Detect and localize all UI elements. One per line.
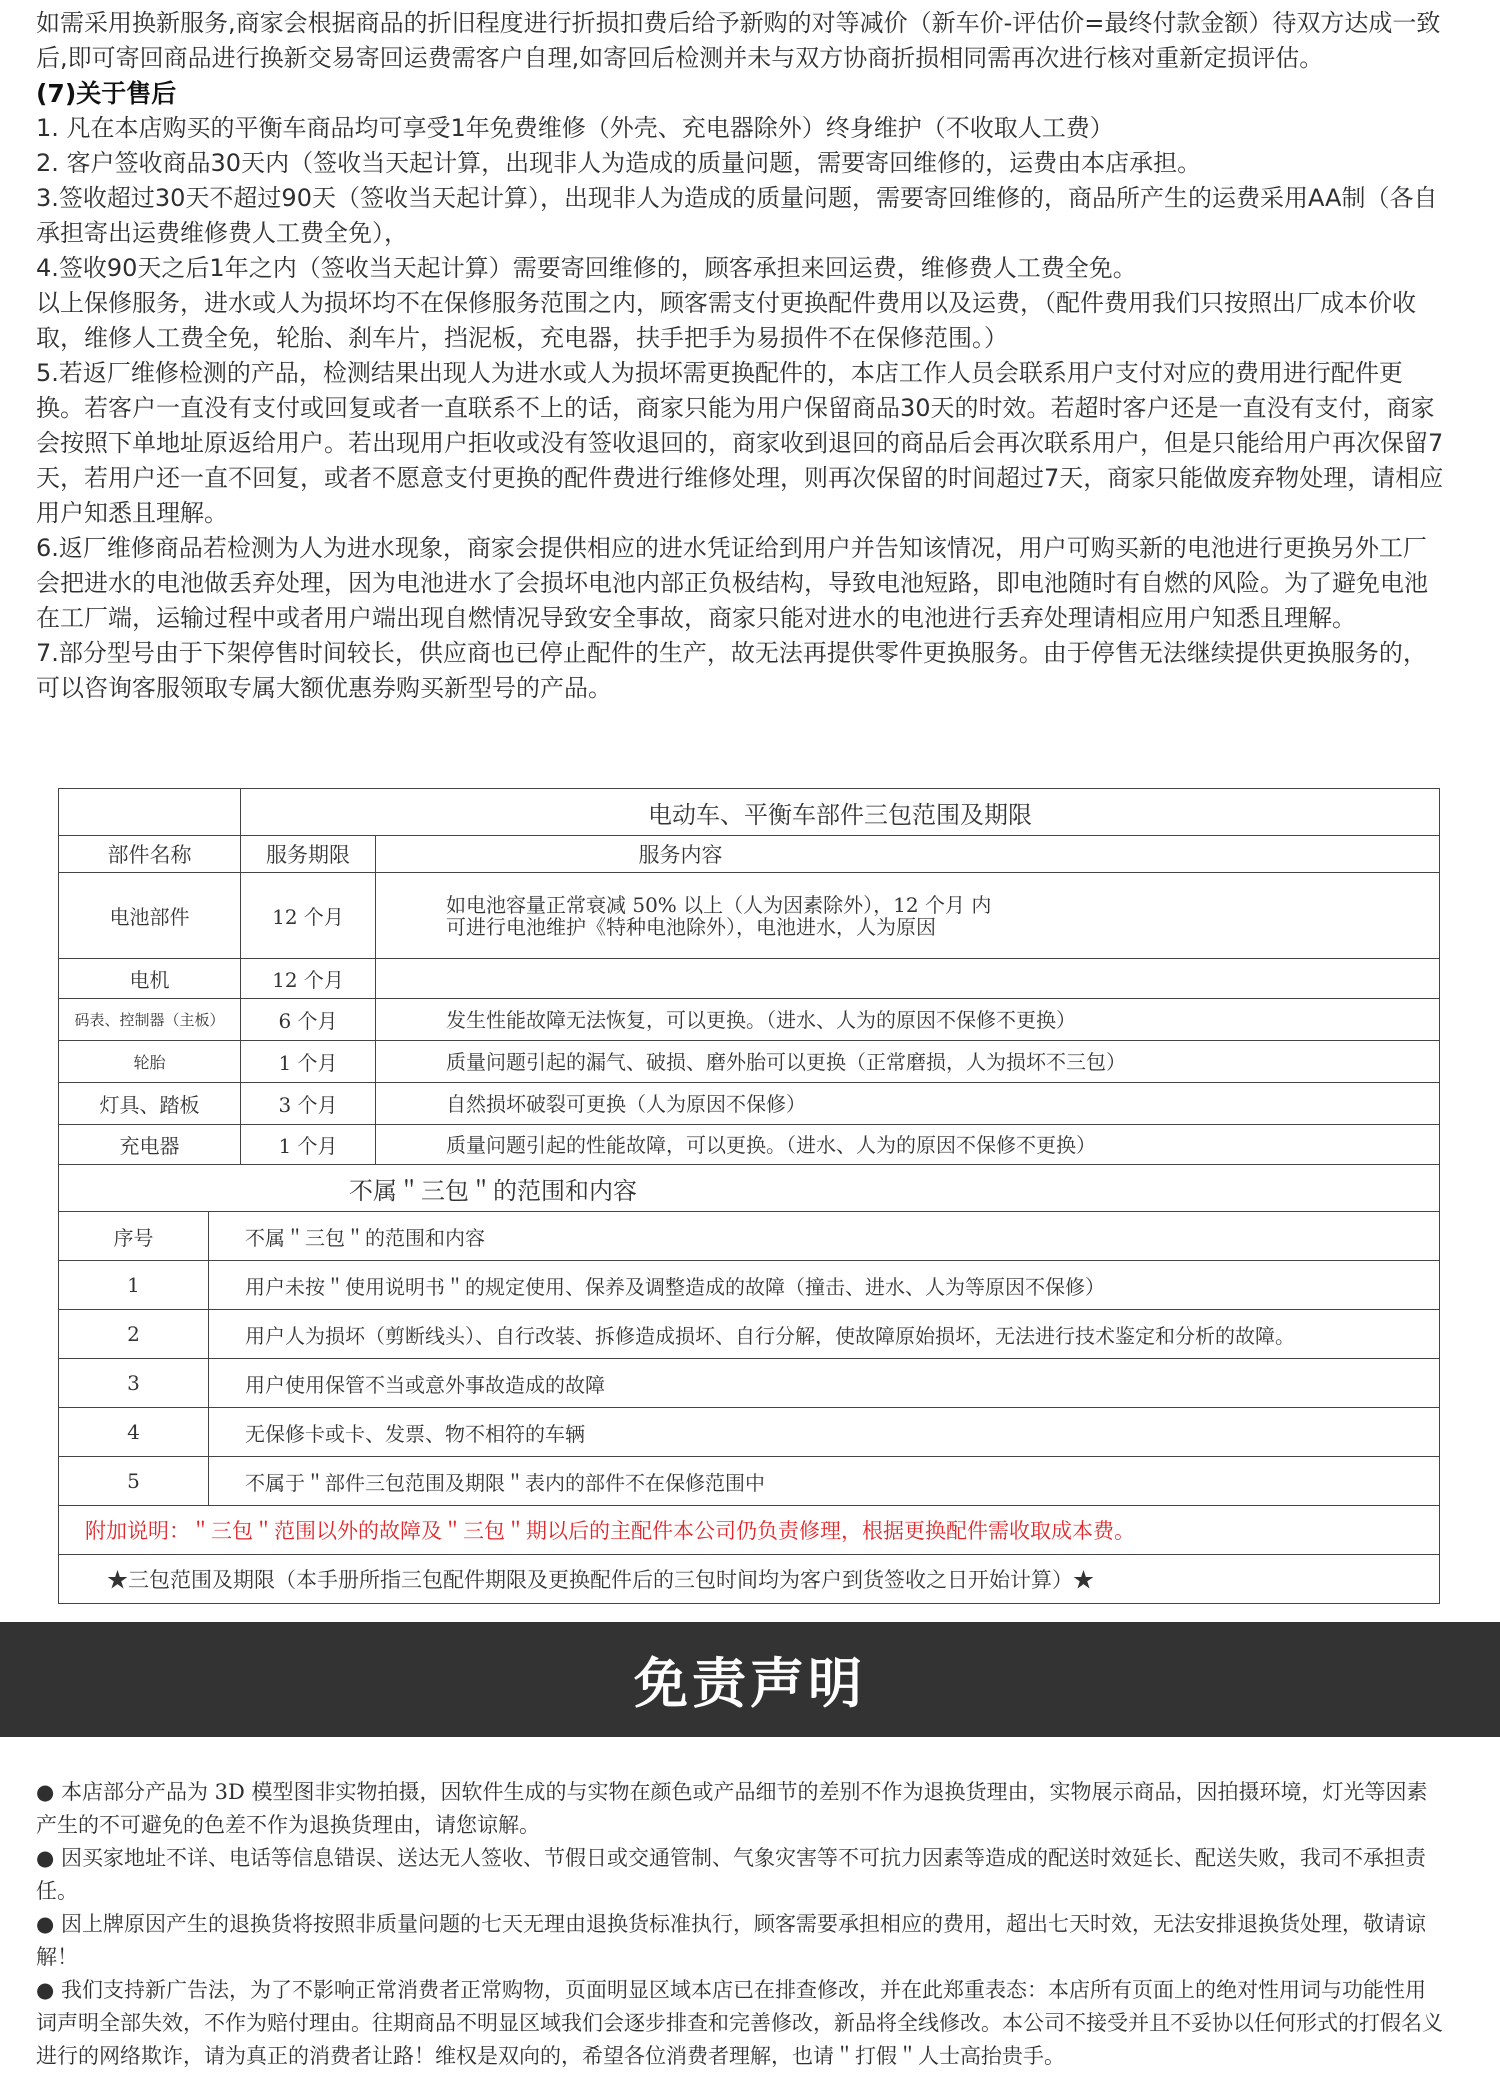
after-sales-item: 以上保修服务，进水或人为损坏均不在保修服务范围之内，顾客需支付更换配件费用以及运费，（配件费用我们只按照出厂成本价收取，维修人工费全免，轮胎、刹车片，挡泥板，充电器，扶手把手为易损件不在保修范围。） xyxy=(36,289,1416,352)
part-name: 灯具、踏板 xyxy=(59,1083,241,1125)
after-sales-heading: (7)关于售后 xyxy=(36,79,177,108)
service-content-text: 如电池容量正常衰减 50% 以上（人为因素除外），12 个月 内可进行电池维护《特种电池除外），电池进水，人为原因 xyxy=(446,892,992,939)
footer-row xyxy=(59,1555,1440,1604)
table-row xyxy=(59,1083,1440,1125)
part-name: 充电器 xyxy=(59,1125,241,1165)
disclaimer-item: ● 本店部分产品为 3D 模型图非实物拍摄，因软件生成的与实物在颜色或产品细节的差别不作为退换货理由，实物展示商品，因拍摄环境，灯光等因素产生的不可避免的色差不作为退换货理由，请您谅解。 xyxy=(36,1780,1428,1837)
service-period: 12 个月 xyxy=(241,959,376,999)
exclusion-no: 1 xyxy=(59,1261,209,1310)
header-part-name: 部件名称 xyxy=(59,836,241,873)
service-content: 自然损坏破裂可更换（人为原因不保修） xyxy=(376,1083,1440,1125)
disclaimer-item: ● 因上牌原因产生的退换货将按照非质量问题的七天无理由退换货标准执行，顾客需要承担相应的费用，超出七天时效，无法安排退换货处理，敬请谅解！ xyxy=(36,1912,1426,1969)
header-period: 服务期限 xyxy=(241,836,376,873)
service-period: 1 个月 xyxy=(241,1125,376,1165)
part-name: 电池部件 xyxy=(59,873,241,959)
table-row xyxy=(59,999,1440,1041)
after-sales-item: 3.签收超过30天不超过90天（签收当天起计算），出现非人为造成的质量问题，需要寄回维修的，商品所产生的运费采用AA制（各自承担寄出运费维修费人工费全免）， xyxy=(36,184,1438,247)
part-name: 码表、控制器（主板） xyxy=(59,999,241,1041)
exclusion-text: 用户使用保管不当或意外事故造成的故障 xyxy=(209,1359,1440,1408)
disclaimer-item: ● 因买家地址不详、电话等信息错误、送达无人签收、节假日或交通管制、气象灾害等不可抗力因素等造成的配送时效延长、配送失败，我司不承担责任。 xyxy=(36,1846,1426,1903)
after-sales-item: 1. 凡在本店购买的平衡车商品均可享受1年免费维修（外壳、充电器除外）终身维护（不收取人工费） xyxy=(36,114,1114,142)
after-sales-item: 6.返厂维修商品若检测为人为进水现象，商家会提供相应的进水凭证给到用户并告知该情况，用户可购买新的电池进行更换另外工厂会把进水的电池做丢弃处理，因为电池进水了会损坏电池内部正负极结构，导致电池短路，即电池随时有自燃的风险。为了避免电池在工厂端，运输过程中或者用户端出现自燃情况导致安全事故，商家只能对进水的电池进行丢弃处理请相应用户知悉且理解。 xyxy=(36,534,1428,632)
disclaimer-banner xyxy=(0,1622,1500,1737)
exclusion-text: 不属于＂部件三包范围及期限＂表内的部件不在保修范围中 xyxy=(209,1457,1440,1506)
exclusion-header-text: 不属＂三包＂的范围和内容 xyxy=(209,1212,1440,1261)
additional-note: 附加说明：＂三包＂范围以外的故障及＂三包＂期以后的主配件本公司仍负责修理，根据更换配件需收取成本费。 xyxy=(59,1506,1440,1555)
table-row xyxy=(59,1457,1440,1506)
exclusion-no: 4 xyxy=(59,1408,209,1457)
table-row xyxy=(59,1261,1440,1310)
exclusion-header-row xyxy=(59,1212,1440,1261)
service-period: 6 个月 xyxy=(241,999,376,1041)
after-sales-item: 7.部分型号由于下架停售时间较长，供应商也已停止配件的生产，故无法再提供零件更换服务。由于停售无法继续提供更换服务的，可以咨询客服领取专属大额优惠券购买新型号的产品。 xyxy=(36,639,1427,702)
service-content: 质量问题引起的漏气、破损、磨外胎可以更换（正常磨损，人为损坏不三包） xyxy=(376,1041,1440,1083)
blank-cell xyxy=(59,789,241,836)
service-period: 3 个月 xyxy=(241,1083,376,1125)
exclusion-no: 3 xyxy=(59,1359,209,1408)
table-row xyxy=(59,873,1440,959)
table-row xyxy=(59,1041,1440,1083)
after-sales-item: 2. 客户签收商品30天内（签收当天起计算，出现非人为造成的质量问题，需要寄回维修的，运费由本店承担。 xyxy=(36,149,1202,177)
note-row xyxy=(59,1506,1440,1555)
service-content: 质量问题引起的性能故障，可以更换。（进水、人为的原因不保修不更换） xyxy=(376,1125,1440,1165)
table-row xyxy=(59,1125,1440,1165)
table-row xyxy=(59,1310,1440,1359)
warranty-header-row xyxy=(59,836,1440,873)
exclusion-no: 2 xyxy=(59,1310,209,1359)
exclusion-text: 用户未按＂使用说明书＂的规定使用、保养及调整造成的故障（撞击、进水、人为等原因不保修） xyxy=(209,1261,1440,1310)
service-content xyxy=(376,959,1440,999)
table-row xyxy=(59,1408,1440,1457)
exclusion-text: 用户人为损坏（剪断线头）、自行改装、拆修造成损坏、自行分解，使故障原始损坏，无法进行技术鉴定和分析的故障。 xyxy=(209,1310,1440,1359)
part-name: 轮胎 xyxy=(59,1041,241,1083)
warranty-table xyxy=(58,788,1440,1604)
warranty-title-row xyxy=(59,789,1440,836)
warranty-footer-note: ★三包范围及期限（本手册所指三包配件期限及更换配件后的三包时间均为客户到货签收之日开始计算）★ xyxy=(59,1555,1440,1604)
exclusion-header-no: 序号 xyxy=(59,1212,209,1261)
after-sales-item: 5.若返厂维修检测的产品，检测结果出现人为进水或人为损坏需更换配件的，本店工作人员会联系用户支付对应的费用进行配件更换。若客户一直没有支付或回复或者一直联系不上的话，商家只能为用户保留商品30天的时效。若超时客户还是一直没有支付，商家会按照下单地址原返给用户。若出现用户拒收或没有签收退回的，商家收到退回的商品后会再次联系用户，但是只能给用户再次保留7天，若用户还一直不回复，或者不愿意支付更换的配件费进行维修处理，则再次保留的时间超过7天，商家只能做废弃物处理，请相应用户知悉且理解。 xyxy=(36,359,1444,527)
part-name: 电机 xyxy=(59,959,241,999)
service-content: 发生性能故障无法恢复，可以更换。（进水、人为的原因不保修不更换） xyxy=(376,999,1440,1041)
disclaimer-list xyxy=(36,1776,1446,2073)
table-row xyxy=(59,959,1440,999)
service-period: 1 个月 xyxy=(241,1041,376,1083)
after-sales-section xyxy=(36,0,1446,706)
exclusion-no: 5 xyxy=(59,1457,209,1506)
exclusion-title-row xyxy=(59,1165,1440,1212)
exclusion-title: 不属＂三包＂的范围和内容 xyxy=(59,1165,1440,1212)
disclaimer-item: ● 我们支持新广告法，为了不影响正常消费者正常购物，页面明显区域本店已在排查修改，并在此郑重表态：本店所有页面上的绝对性用词与功能性用词声明全部失效，不作为赔付理由。往期商品不明显区域我们会逐步排查和完善修改，新品将全线修改。本公司不接受并且不妥协以任何形式的打假名义进行的网络欺诈，请为真正的消费者让路！维权是双向的，希望各位消费者理解，也请＂打假＂人士高抬贵手。 xyxy=(36,1978,1443,2068)
warranty-table-title: 电动车、平衡车部件三包范围及期限 xyxy=(241,789,1440,836)
exclusion-text: 无保修卡或卡、发票、物不相符的车辆 xyxy=(209,1408,1440,1457)
after-sales-item: 4.签收90天之后1年之内（签收当天起计算）需要寄回维修的，顾客承担来回运费，维修费人工费全免。 xyxy=(36,254,1137,282)
intro-paragraph: 如需采用换新服务,商家会根据商品的折旧程度进行折损扣费后给予新购的对等减价（新车价-评估价=最终付款金额）待双方达成一致后,即可寄回商品进行换新交易寄回运费需客户自理,如寄回后检测并未与双方协商折损相同需再次进行核对重新定损评估。 xyxy=(36,9,1441,72)
table-row xyxy=(59,1359,1440,1408)
header-content: 服务内容 xyxy=(376,836,1440,873)
disclaimer-title: 免责声明 xyxy=(634,1652,866,1715)
service-period: 12 个月 xyxy=(241,873,376,959)
service-content xyxy=(376,873,1440,959)
